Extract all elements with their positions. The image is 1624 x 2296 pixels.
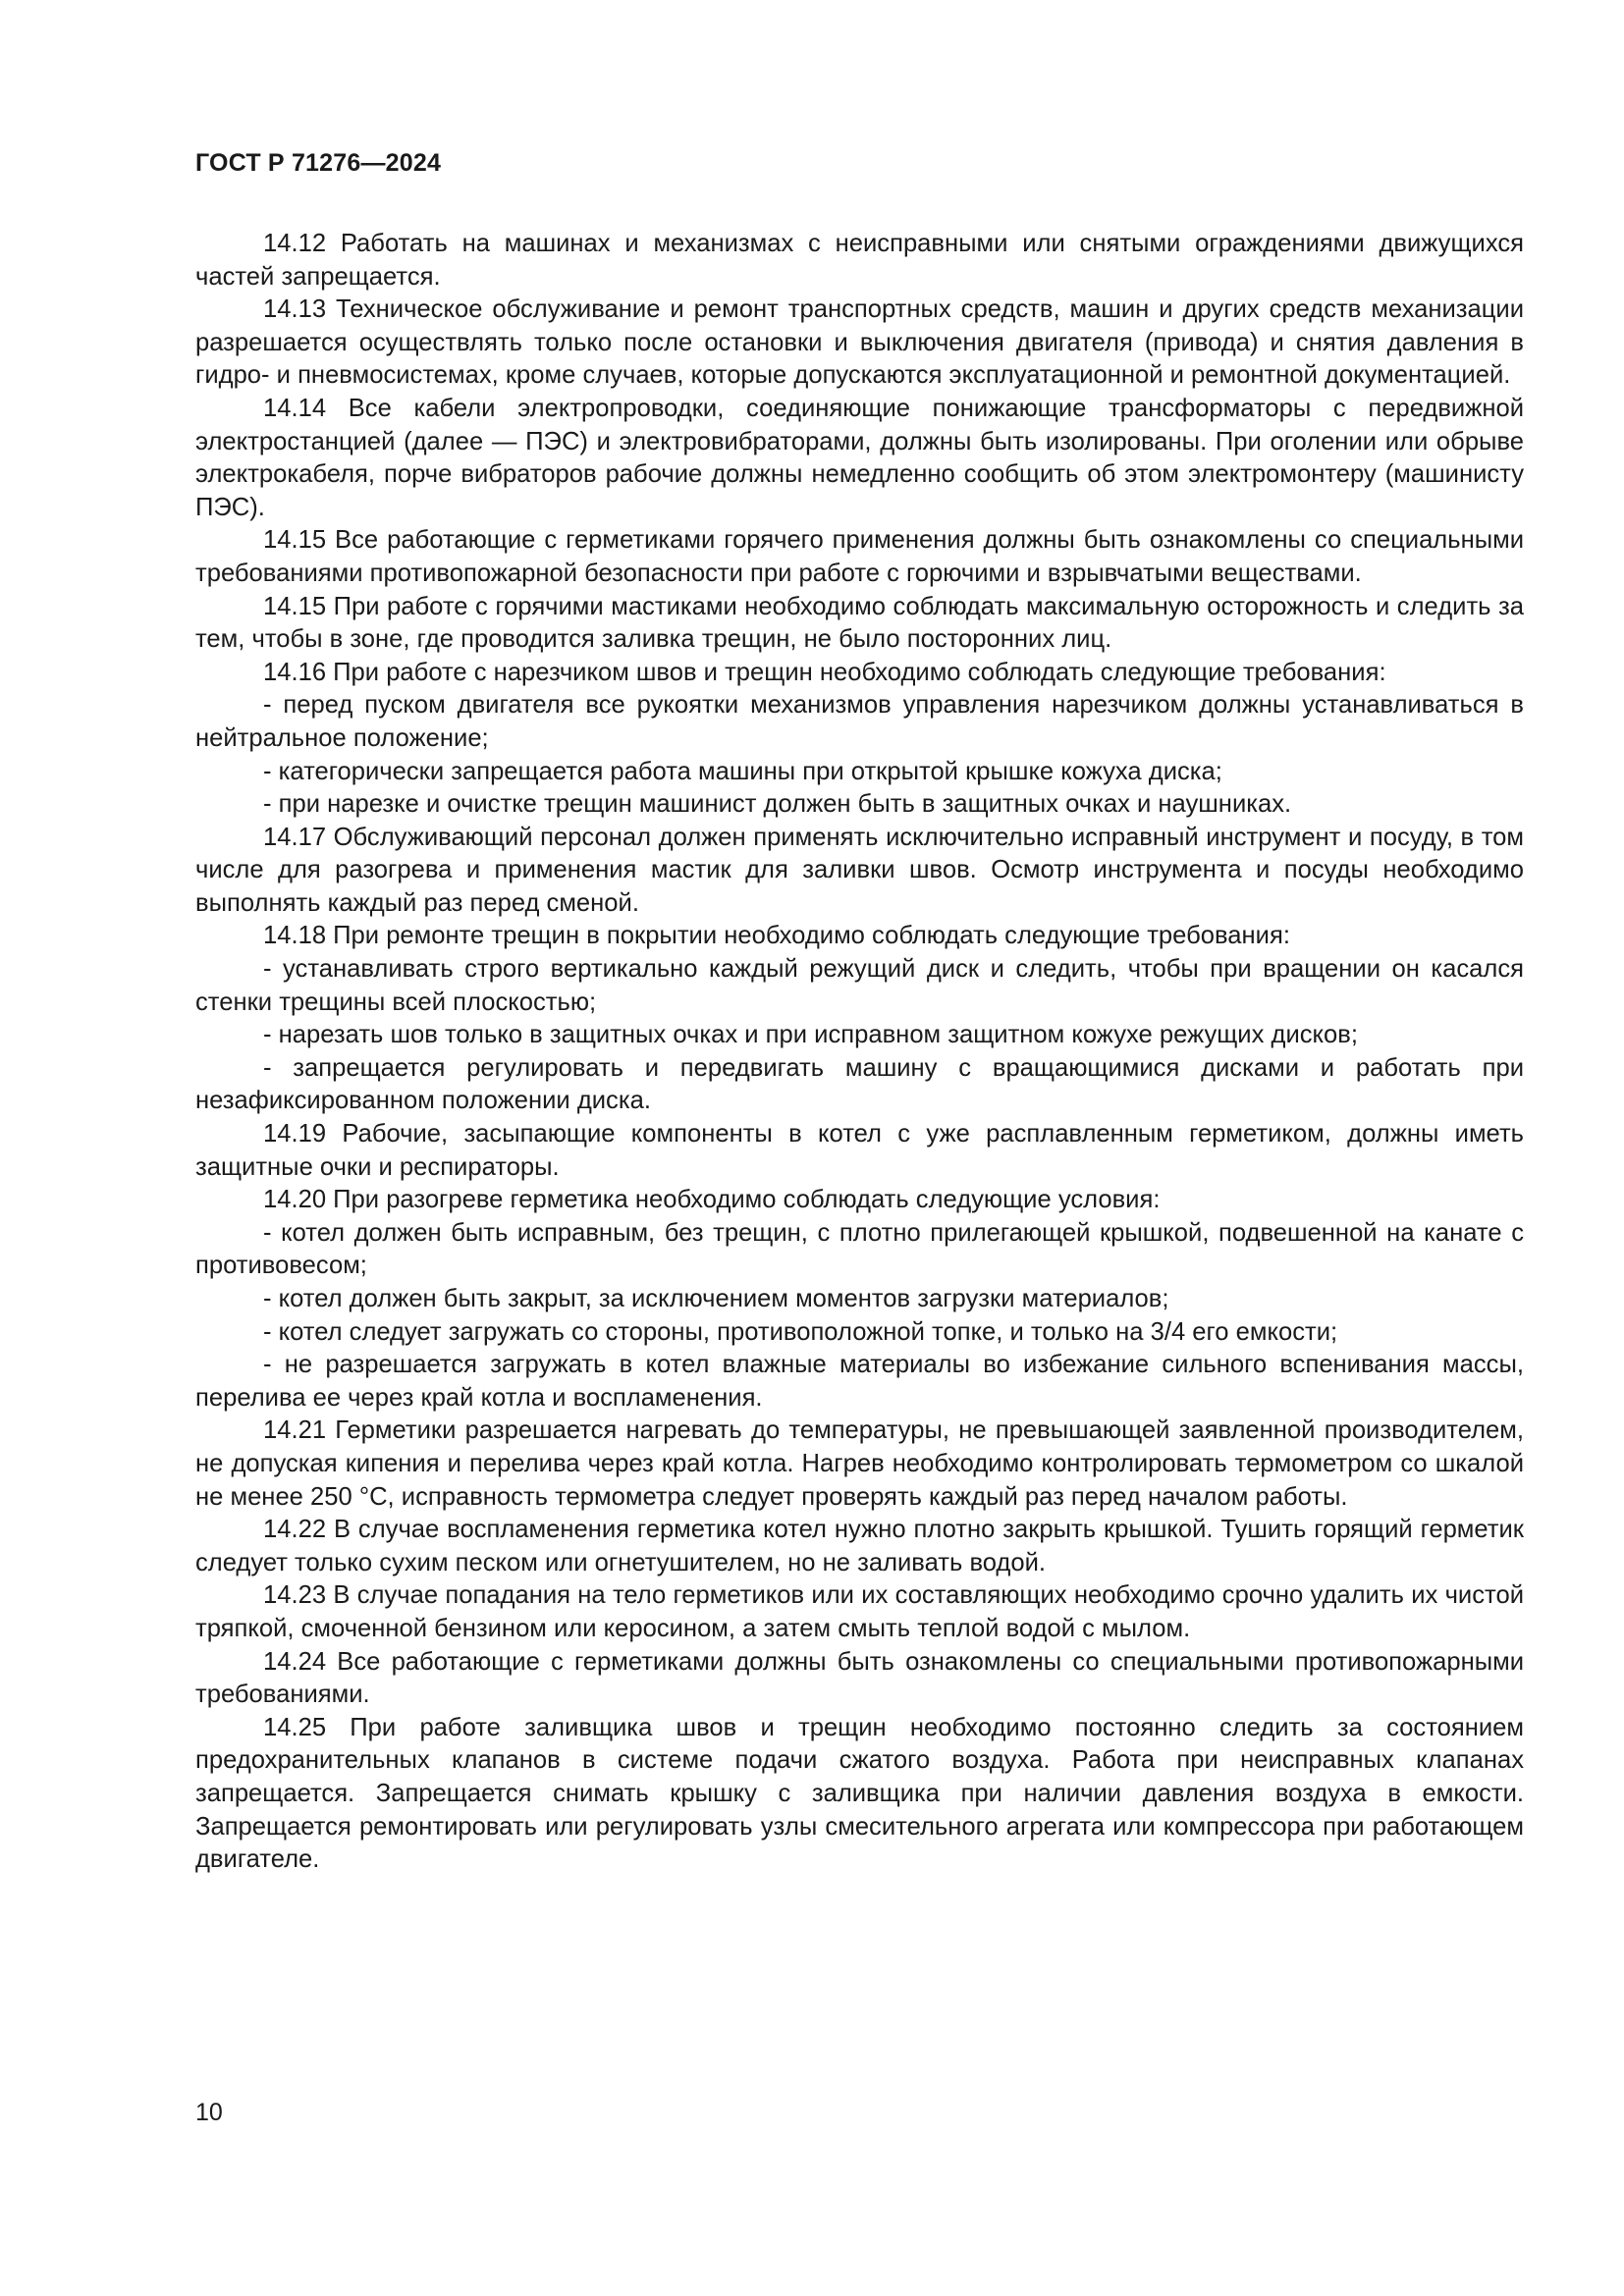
page-number: 10 [195, 2099, 223, 2126]
list-item: - при нарезке и очистке трещин машинист должен быть в защитных очках и наушниках. [263, 790, 1292, 819]
list-item: - котел должен быть исправным, без трещин, с плотно прилегающей крышкой, подвешенной на канате с противовесом; [195, 1218, 1524, 1280]
list-item: - перед пуском двигателя все рукоятки механизмов управления нарезчиком должны устанавливаться в нейтральное положение; [195, 691, 1524, 752]
list-item: - запрещается регулировать и передвигать машину с вращающимися дисками и работать при незафиксированном положении диска. [195, 1053, 1524, 1115]
paragraph: 14.18 При ремонте трещин в покрытии необходимо соблюдать следующие требования: [263, 922, 1290, 950]
paragraph: 14.17 Обслуживающий персонал должен применять исключительно исправный инструмент и посуду, в том числе для разогрева и применения мастик для заливки швов. Осмотр инструмента и посуды необходимо выполнять каждый раз перед сменой. [195, 823, 1524, 917]
paragraph: 14.14 Все кабели электропроводки, соединяющие понижающие трансформаторы с передвижной электростанцией (далее — ПЭС) и электровибраторами, должны быть изолированы. При оголении или обрыве электрокабеля, порче вибраторов рабочие должны немедленно сообщить об этом электромонтеру (машинисту ПЭС). [195, 394, 1524, 521]
paragraph: 14.16 При работе с нарезчиком швов и трещин необходимо соблюдать следующие требования: [263, 658, 1386, 686]
document-body [195, 228, 1524, 1877]
paragraph: 14.20 При разогреве герметика необходимо соблюдать следующие условия: [263, 1186, 1161, 1214]
paragraph: 14.15 Все работающие с герметиками горячего применения должны быть ознакомлены со специальными требованиями противопожарной безопасности при работе с горючими и взрывчатыми веществами. [195, 526, 1524, 587]
paragraph: 14.15 При работе с горячими мастиками необходимо соблюдать максимальную осторожность и следить за тем, чтобы в зоне, где проводится заливка трещин, не было посторонних лиц. [195, 592, 1524, 654]
paragraph: 14.25 При работе заливщика швов и трещин необходимо постоянно следить за состоянием предохранительных клапанов в системе подачи сжатого воздуха. Работа при неисправных клапанах запрещается. Запрещается снимать крышку с заливщика при наличии давления воздуха в емкости. Запрещается ремонтировать или регулировать узлы смесительного агрегата или компрессора при работающем двигателе. [195, 1713, 1524, 1874]
list-item: - котел должен быть закрыт, за исключением моментов загрузки материалов; [263, 1285, 1169, 1312]
paragraph: 14.13 Техническое обслуживание и ремонт транспортных средств, машин и других средств механизации разрешается осуществлять только после остановки и выключения двигателя (привода) и снятия давления в гидро- и пневмосистемах, кроме случаев, которые допускаются эксплуатационной и ремонтной документацией. [195, 295, 1524, 390]
paragraph: 14.23 В случае попадания на тело герметиков или их составляющих необходимо срочно удалить их чистой тряпкой, смоченной бензином или керосином, а затем смыть теплой водой с мылом. [195, 1581, 1524, 1642]
list-item: - категорически запрещается работа машины при открытой крышке кожуха диска; [263, 757, 1222, 785]
document-header: ГОСТ Р 71276—2024 [195, 149, 442, 177]
list-item: - устанавливать строго вертикально каждый режущий диск и следить, чтобы при вращении он касался стенки трещины всей плоскостью; [195, 955, 1524, 1016]
list-item: - нарезать шов только в защитных очках и при исправном защитном кожухе режущих дисков; [263, 1021, 1358, 1049]
paragraph: 14.19 Рабочие, засыпающие компоненты в котел с уже расплавленным герметиком, должны иметь защитные очки и респираторы. [195, 1120, 1524, 1181]
paragraph: 14.22 В случае воспламенения герметика котел нужно плотно закрыть крышкой. Тушить горящий герметик следует только сухим песком или огнетушителем, но не заливать водой. [195, 1516, 1524, 1576]
list-item: - котел следует загружать со стороны, противоположной топке, и только на 3/4 его емкости; [263, 1317, 1338, 1346]
paragraph: 14.12 Работать на машинах и механизмах с неисправными или снятыми ограждениями движущихся частей запрещается. [195, 230, 1524, 291]
paragraph: 14.21 Герметики разрешается нагревать до температуры, не превышающей заявленной производителем, не допуская кипения и перелива через край котла. Нагрев необходимо контролировать термометром со шкалой не менее 250 °С, исправность термометра следует проверять каждый раз перед началом работы. [195, 1416, 1524, 1511]
paragraph: 14.24 Все работающие с герметиками должны быть ознакомлены со специальными противопожарными требованиями. [195, 1647, 1524, 1709]
list-item: - не разрешается загружать в котел влажные материалы во избежание сильного вспенивания массы, перелива ее через край котла и воспламенения. [195, 1351, 1524, 1412]
